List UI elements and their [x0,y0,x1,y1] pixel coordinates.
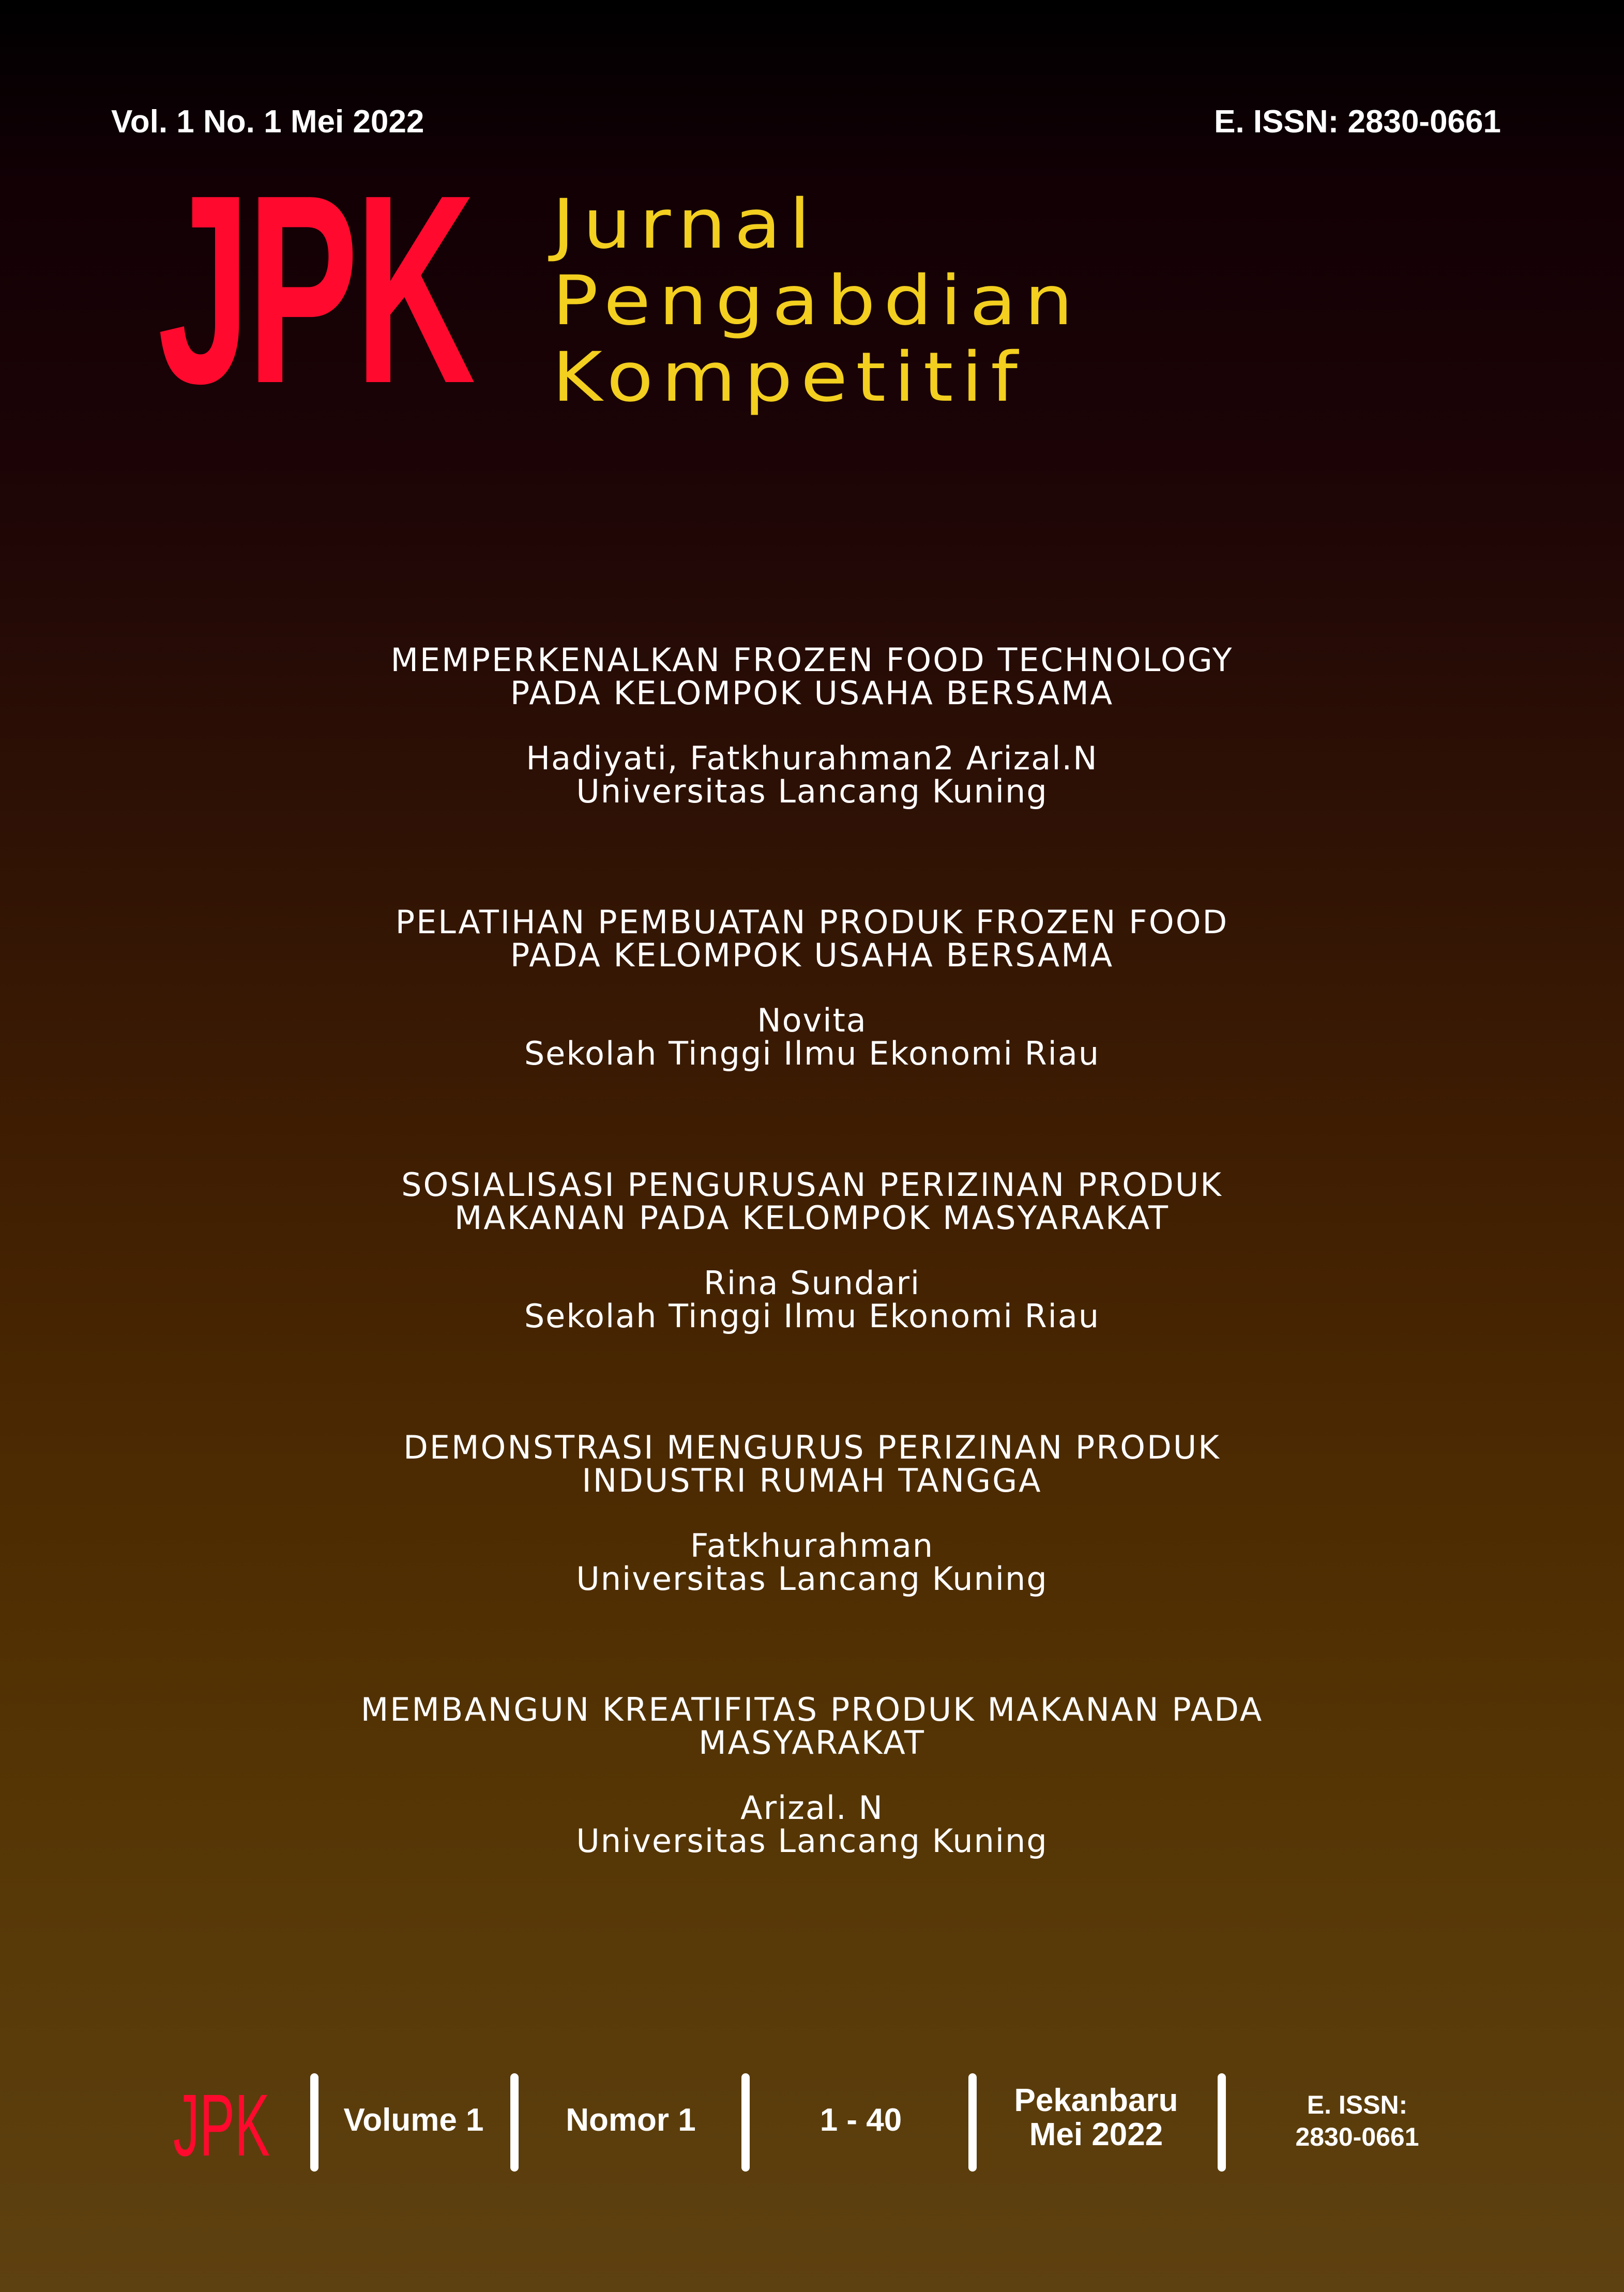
article-affiliation: Universitas Lancang Kuning [576,1560,1048,1598]
journal-name-line2: Pengabdian [552,261,1081,341]
article-5 [0,1693,1624,1858]
article-title [140,1431,1484,1497]
article-authors: Novita [757,1001,867,1039]
article-title-line2: PADA KELOMPOK USAHA BERSAMA [510,936,1114,974]
footer-issn-value: 2830-0661 [1295,2122,1419,2151]
footer-issn-label: E. ISSN: [1307,2090,1408,2119]
footer-date: Mei 2022 [1029,2117,1163,2152]
article-affiliation: Universitas Lancang Kuning [576,772,1048,810]
footer-place: Pekanbaru [1014,2083,1178,2118]
article-title-line1: DEMONSTRASI MENGURUS PERIZINAN PRODUK [403,1429,1221,1466]
article-authors: Hadiyati, Fatkhurahman2 Arizal.N [526,739,1098,777]
article-title-line1: PELATIHAN PEMBUATAN PRODUK FROZEN FOOD [395,903,1229,941]
journal-name [552,186,1081,416]
article-4 [0,1431,1624,1596]
issue-line: Vol. 1 No. 1 Mei 2022 [111,104,424,140]
article-title-line1: SOSIALISASI PENGURUSAN PERIZINAN PRODUK [401,1166,1223,1204]
article-affiliation: Sekolah Tinggi Ilmu Ekonomi Riau [524,1035,1100,1072]
article-title [140,1691,1484,1762]
footer-pages: 1 - 40 [819,2102,902,2138]
issn-top: E. ISSN: 2830-0661 [1214,104,1501,140]
footer-separator [741,2073,750,2172]
footer-separator [310,2073,318,2172]
article-2 [0,903,1624,1072]
article-authors: Arizal. N [740,1789,884,1827]
journal-name-line3: Kompetitif [552,338,1026,417]
article-title-line2: MASYARAKAT [699,1724,925,1762]
footer-jpk-logo: JPK [173,2076,270,2175]
article-3 [0,1168,1624,1333]
footer-issn [1241,2089,1474,2153]
article-title-line2: INDUSTRI RUMAH TANGGA [582,1462,1042,1499]
footer-separator [968,2073,977,2172]
masthead [158,139,1399,439]
article-affiliation: Sekolah Tinggi Ilmu Ekonomi Riau [524,1297,1100,1335]
footer-separator [1218,2073,1226,2172]
article-affiliation: Universitas Lancang Kuning [576,1822,1048,1860]
footer-place-date [988,2084,1205,2152]
jpk-logo: JPK [158,139,473,439]
footer-separator [510,2073,519,2172]
article-title-line2: MAKANAN PADA KELOMPOK MASYARAKAT [454,1199,1170,1237]
article-title [140,1168,1484,1235]
article-authors: Fatkhurahman [690,1527,934,1565]
footer-volume: Volume 1 [343,2102,484,2138]
article-title [140,641,1484,712]
footer-number: Nomor 1 [566,2102,696,2138]
article-1 [0,641,1624,810]
journal-name-line1: Jurnal [552,185,818,264]
article-title-line1: MEMPERKENALKAN FROZEN FOOD TECHNOLOGY [390,641,1234,679]
article-title-line1: MEMBANGUN KREATIFITAS PRODUK MAKANAN PADA [360,1691,1264,1728]
footer-bar [0,2068,1624,2175]
article-title-line2: PADA KELOMPOK USAHA BERSAMA [510,674,1114,712]
article-authors: Rina Sundari [703,1264,921,1302]
article-title [140,903,1484,974]
